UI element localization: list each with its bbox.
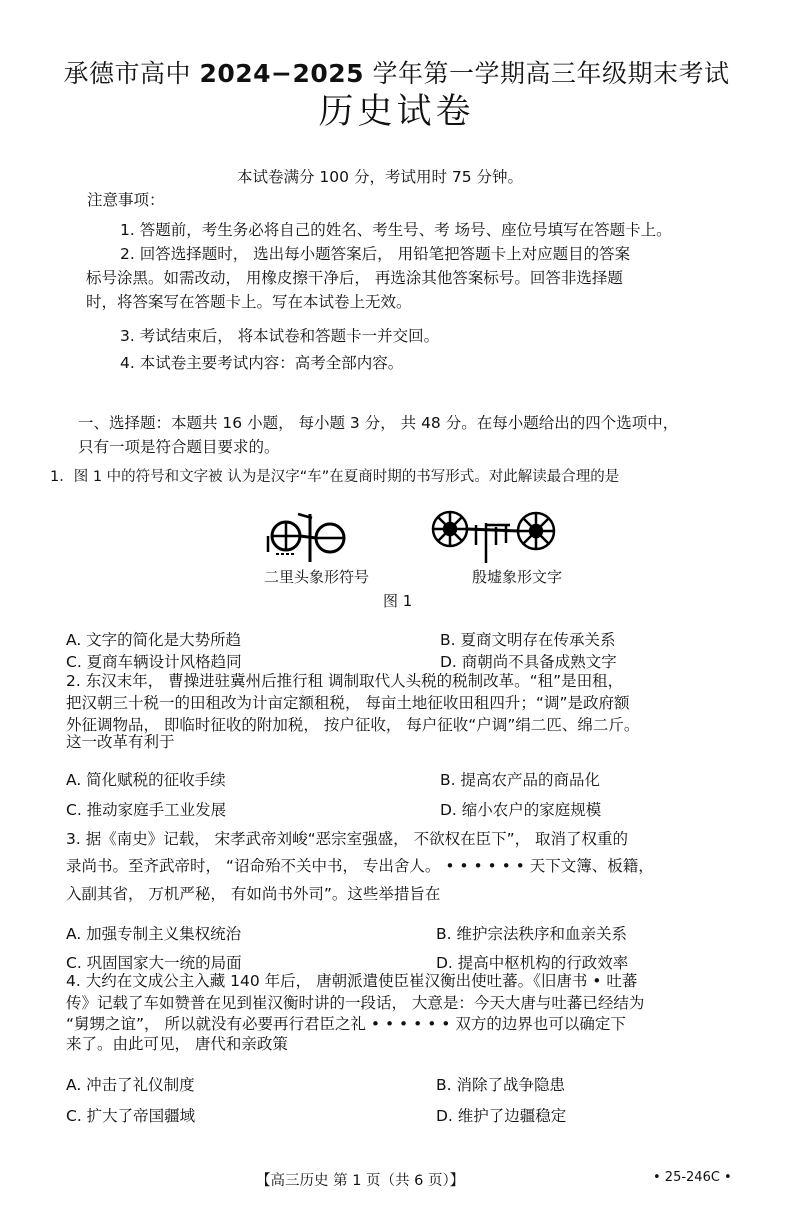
score-line: 本试卷满分 100 分，考试用时 75 分钟。: [237, 168, 524, 186]
q3-option-a: A. 加强专制主义集权统治: [66, 925, 242, 943]
q3-stem-1: 3. 据《南史》记载， 宋孝武帝刘峻“恶宗室强盛， 不欲权在臣下”， 取消了权重的: [66, 830, 629, 848]
exam-title: 承德市高中 2024−2025 学年第一学期高三年级期末考试: [63, 59, 730, 88]
figure-caption-left: 二里头象形符号: [264, 568, 370, 586]
section-heading: 一、选择题：本题共 16 小题， 每小题 3 分， 共 48 分。在每小题给出的四个选项中，: [78, 414, 679, 432]
note-2: 2. 回答选择题时， 选出每小题答案后， 用铅笔把答题卡上对应题目的答案: [120, 245, 631, 263]
q3-option-c: C. 巩固国家大一统的局面: [66, 954, 242, 972]
figure-caption-right: 殷墟象形文字: [472, 568, 563, 586]
q3-stem-3: 入副其省， 万机严秘， 有如尚书外司”。这些举措旨在: [66, 885, 441, 903]
q4-option-d: D. 维护了边疆稳定: [436, 1107, 567, 1125]
notice-label: 注意事项：: [87, 191, 165, 209]
q3-option-d: D. 提高中枢机构的行政效率: [436, 954, 629, 972]
q1-option-b: B. 夏商文明存在传承关系: [440, 631, 616, 649]
q4-stem-3: “舅甥之谊”， 所以就没有必要再行君臣之礼 • • • • • • 双方的边界也可以确定下: [66, 1015, 626, 1033]
note-4: 4. 本试卷主要考试内容：高考全部内容。: [120, 354, 404, 372]
subject-title: 历史试卷: [318, 92, 475, 132]
q4-option-b: B. 消除了战争隐患: [436, 1076, 565, 1094]
q2-option-b: B. 提高农产品的商品化: [440, 771, 600, 789]
note-2-cont2: 时，将答案写在答题卡上。写在本试卷上无效。: [86, 293, 412, 311]
q2-stem-4: 这一改革有利于: [66, 733, 175, 751]
q1-option-c: C. 夏商车辆设计风格趋同: [66, 653, 242, 671]
section-heading-cont: 只有一项是符合题目要求的。: [78, 438, 280, 456]
q2-stem-1: 2. 东汉末年， 曹操进驻冀州后推行租 调制取代人头税的税制改革。“租”是田租，: [66, 672, 624, 690]
q2-stem-3: 外征调物品， 即临时征收的附加税， 按户征收， 每户征收“户调”绢二匹、绵二斤。: [66, 716, 640, 734]
note-3: 3. 考试结束后， 将本试卷和答题卡一并交回。: [120, 327, 440, 345]
q1-option-d: D. 商朝尚不具备成熟文字: [440, 653, 617, 671]
q2-option-a: A. 简化赋税的征收手续: [66, 771, 226, 789]
note-1: 1. 答题前，考生务必将自己的姓名、考生号、考 场号、座位号填写在答题卡上。: [120, 221, 672, 239]
q2-stem-2: 把汉朝三十税一的田租改为计亩定额租税， 每亩土地征收田租四升；“调”是政府额: [66, 694, 630, 712]
q3-stem-2: 录尚书。至齐武帝时， “诏命殆不关中书， 专出舍人。 • • • • • • 天下文簿、板籍，: [66, 857, 654, 875]
q1-stem: 1．图 1 中的符号和文字被 认为是汉字“车”在夏商时期的书写形式。对此解读最合理的是: [50, 469, 620, 485]
figure-label: 图 1: [383, 592, 413, 610]
q2-option-c: C. 推动家庭手工业发展: [66, 801, 227, 819]
q1-option-a: A. 文字的简化是大势所趋: [66, 631, 242, 649]
q4-stem-2: 传》记载了车如赞普在见到崔汉衡时讲的一段话， 大意是：今天大唐与吐蕃已经结为: [66, 994, 645, 1012]
q4-option-c: C. 扩大了帝国疆域: [66, 1107, 196, 1125]
q2-option-d: D. 缩小农户的家庭规模: [440, 801, 602, 819]
q3-option-b: B. 维护宗法秩序和血亲关系: [436, 925, 627, 943]
q4-stem-4: 来了。由此可见， 唐代和亲政策: [66, 1035, 288, 1053]
yinxu-pictograph: [430, 503, 562, 567]
q4-option-a: A. 冲击了礼仪制度: [66, 1076, 195, 1094]
page-footer: 【高三历史 第 1 页（共 6 页）】: [256, 1173, 465, 1189]
exam-code: • 25-246C •: [653, 1170, 732, 1185]
q4-stem-1: 4. 大约在文成公主入藏 140 年后， 唐朝派遣使臣崔汉衡出使吐蕃。《旧唐书 • 吐蕃: [66, 972, 638, 990]
note-2-cont: 标号涂黑。如需改动， 用橡皮擦干净后， 再选涂其他答案标号。回答非选择题: [86, 269, 623, 287]
erlitou-pictograph: [262, 508, 358, 564]
